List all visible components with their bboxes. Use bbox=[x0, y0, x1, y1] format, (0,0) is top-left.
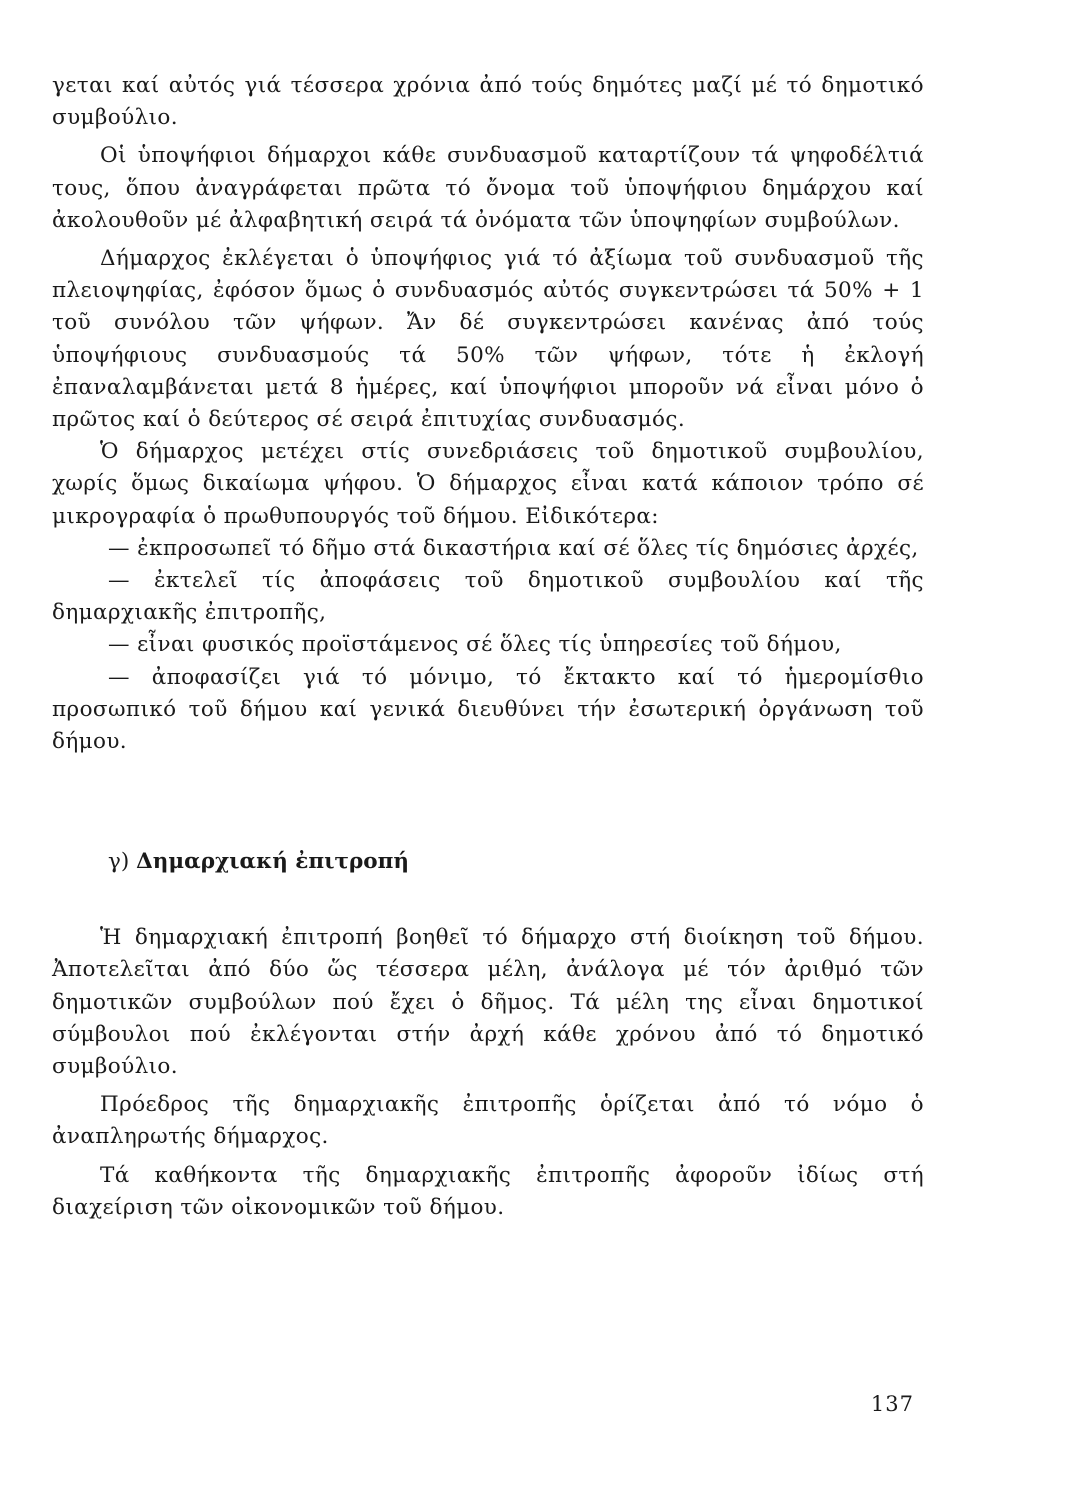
paragraph-committee-intro: Ἡ δημαρχιακή ἐπιτροπή βοηθεῖ τό δήμαρχο στή διοίκηση τοῦ δήμου. Ἀποτελεῖται ἀπό δύο ὥς τέσσερα μέλη, ἀνάλογα μέ τόν ἀριθμό τῶν δημοτικῶν συμβούλων πού ἔχει ὁ δῆμος. Τά μέλη της εἶναι δημοτικοί σύμβουλοι πού ἐκλέγονται στήν ἀρχή κάθε χρόνου ἀπό τό δημοτικό συμβούλιο. bbox=[52, 925, 924, 1080]
duty-item: — ἀποφασίζει γιά τό μόνιμο, τό ἔκτακτο καί τό ἡμερομίσθιο προσωπικό τοῦ δήμου καί γενικά διευθύνει τήν ἐσωτερική ὀργάνωση τοῦ δήμου. bbox=[52, 664, 924, 755]
paragraph-committee-duties: Τά καθήκοντα τῆς δημαρχιακῆς ἐπιτροπῆς ἀφοροῦν ἰδίως στή διαχείριση τῶν οἰκονομικῶν τοῦ δήμου. bbox=[52, 1162, 924, 1220]
duty-item: — ἐκπροσωπεῖ τό δῆμο στά δικαστήρια καί σέ ὅλες τίς δημόσιες ἀρχές, bbox=[108, 535, 919, 561]
section-heading bbox=[52, 846, 924, 878]
duty-item: — εἶναι φυσικός προϊστάμενος σέ ὅλες τίς ὑπηρεσίες τοῦ δήμου, bbox=[108, 632, 842, 658]
paragraph-continuation: γεται καί αὐτός γιά τέσσερα χρόνια ἀπό τούς δημότες μαζί μέ τό δημοτικό συμβούλιο. bbox=[52, 73, 924, 131]
section-heading-label: γ) bbox=[108, 849, 130, 875]
section-heading-title: Δημαρχιακή ἐπιτροπή bbox=[136, 849, 409, 875]
paragraph-mayor-role: Ὁ δήμαρχος μετέχει στίς συνεδριάσεις τοῦ δημοτικοῦ συμβουλίου, χωρίς ὅμως δικαίωμα ψήφου. Ὁ δήμαρχος εἶναι κατά κάποιον τρόπο σέ μικρογραφία ὁ πρωθυπουργός τοῦ δήμου. Εἰδικότερα: bbox=[52, 439, 924, 529]
page-number: 137 bbox=[870, 1392, 914, 1416]
paragraph-ballots: Οἱ ὑποψήφιοι δήμαρχοι κάθε συνδυασμοῦ καταρτίζουν τά ψηφοδέλτιά τους, ὅπου ἀναγράφεται πρῶτα τό ὄνομα τοῦ ὑποψήφιου δημάρχου καί ἀκολουθοῦν μέ ἀλφαβητική σειρά τά ὀνόματα τῶν ὑποψηφίων συμβούλων. bbox=[52, 143, 924, 233]
duty-item: — ἐκτελεῖ τίς ἀποφάσεις τοῦ δημοτικοῦ συμβουλίου καί τῆς δημαρχιακῆς ἐπιτροπῆς, bbox=[52, 568, 924, 626]
paragraph-committee-chair: Πρόεδρος τῆς δημαρχιακῆς ἐπιτροπῆς ὁρίζεται ἀπό τό νόμο ὁ ἀναπληρωτής δήμαρχος. bbox=[52, 1092, 924, 1150]
page-body bbox=[52, 70, 924, 1224]
paragraph-mayor-election: Δήμαρχος ἐκλέγεται ὁ ὑποψήφιος γιά τό ἀξίωμα τοῦ συνδυασμοῦ τῆς πλειοψηφίας, ἐφόσον ὅμως ὁ συνδυασμός αὐτός συγκεντρώσει τά 50% + 1 τοῦ συνόλου τῶν ψήφων. Ἄν δέ συγκεντρώσει κανένας ἀπό τούς ὑποψήφιους συνδυασμούς τά 50% τῶν ψήφων, τότε ἡ ἐκλογή ἐπαναλαμβάνεται μετά 8 ἡμέρες, καί ὑποψήφιοι μποροῦν νά εἶναι μόνο ὁ πρῶτος καί ὁ δεύτερος σέ σειρά ἐπιτυχίας συνδυασμός. bbox=[52, 246, 924, 433]
